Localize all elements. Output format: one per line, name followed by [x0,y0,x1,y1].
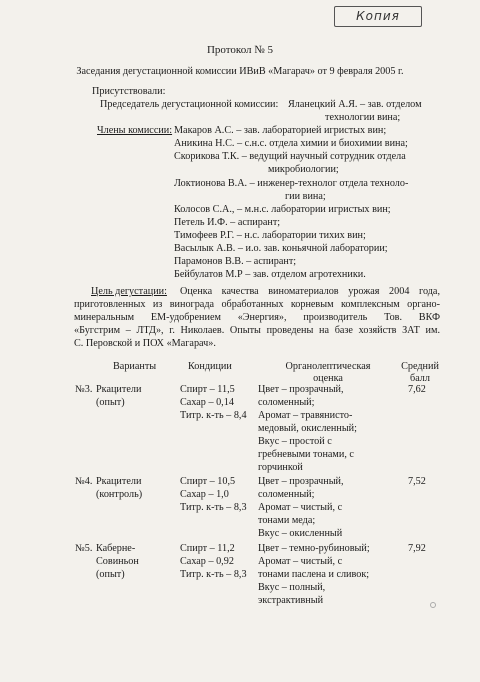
row-condition: Титр. к-ть – 8,4 [180,410,247,421]
row-evaluation: Вкус – простой с [258,436,332,447]
row-number: №5. [75,543,93,554]
row-evaluation: Цвет – прозрачный, [258,384,344,395]
header-score-2: балл [410,373,430,384]
row-number: №4. [75,476,93,487]
row-variant: Ркацители [96,384,142,395]
member-item: Бейбулатов М.Р – зав. отделом агротехники. [174,269,366,280]
goal-text: «Бугстрим – ЛТД», г. Николаев. Опыты проведены на базе хозяйств ЗАТ им. [74,325,440,336]
punch-hole-mark [430,602,436,608]
row-score: 7,92 [408,543,426,554]
row-score: 7,52 [408,476,426,487]
row-condition: Титр. к-ть – 8,3 [180,569,247,580]
member-item: Парамонов В.В. – аспирант; [174,256,297,267]
member-item: Колосов С.А., – м.н.с. лаборатории игристых вин; [174,204,391,215]
copy-stamp: Копия [334,6,422,27]
row-evaluation: Цвет – прозрачный, [258,476,344,487]
row-variant: Ркацители [96,476,142,487]
chair-label: Председатель дегустационной комиссии: [100,99,279,110]
member-item: Тимофеев Р.Г. – н.с. лаборатории тихих вин; [174,230,366,241]
row-evaluation: медовый, окисленный; [258,423,357,434]
row-evaluation: Вкус – окисленный [258,528,343,539]
goal-text: С. Перовской и ПОХ «Магарач». [74,338,216,349]
row-evaluation: гребневыми тонами, с [258,449,354,460]
goal-text: приготовленных из винограда обработанных корневым комплексным органо- [74,299,440,310]
row-evaluation: Вкус – полный, [258,582,326,593]
chair-name: Яланецкий А.Я. – зав. отделом [288,99,422,110]
header-conditions: Кондиции [188,361,232,372]
row-variant: Совиньон [96,556,139,567]
row-variant: (контроль) [96,489,143,500]
header-score: Средний [401,361,439,372]
row-variant: (опыт) [96,569,125,580]
member-item: Скорикова Т.К. – ведущий научный сотрудник отдела [174,151,406,162]
row-condition: Спирт – 10,5 [180,476,236,487]
goal-text: минеральным ЕМ-удобрением «Энергия», производитель Тов. ВКФ [74,312,440,323]
row-condition: Спирт – 11,2 [180,543,235,554]
present-label: Присутствовали: [92,86,166,97]
document-title: Протокол № 5 [206,44,274,56]
row-condition: Сахар – 1,0 [180,489,229,500]
row-evaluation: Аромат – чистый, с [258,502,343,513]
row-evaluation: экстрактивный [258,595,324,606]
row-condition: Спирт – 11,5 [180,384,235,395]
member-item: гии вина; [285,191,326,202]
chair-position: технологии вина; [325,112,401,123]
row-evaluation: Аромат – чистый, с [258,556,343,567]
header-variants: Варианты [113,361,157,372]
header-organoleptic: Органолептическая [285,361,371,372]
goal-text: Оценка качества виноматериалов урожая 2004 года, [180,286,440,297]
member-item: Васылык А.В. – и.о. зав. коньячной лаборатории; [174,243,388,254]
row-evaluation: соломенный; [258,397,315,408]
row-score: 7,62 [408,384,426,395]
row-number: №3. [75,384,93,395]
member-item: Локтионова В.А. – инженер-технолог отдела техноло- [174,178,409,189]
row-variant: Каберне- [96,543,136,554]
row-evaluation: тонами меда; [258,515,316,526]
row-evaluation: Аромат – травянисто- [258,410,353,421]
row-evaluation: соломенный; [258,489,315,500]
member-item: Аникина Н.С. – с.н.с. отдела химии и биохимии вина; [174,138,408,149]
member-item: Макаров А.С. – зав. лабораторией игристых вин; [174,125,387,136]
member-item: микробиологии; [268,164,339,175]
document-subtitle: Заседания дегустационной комиссии ИВиВ «Магарач» от 9 февраля 2005 г. [76,66,404,77]
row-evaluation: Цвет – темно-рубиновый; [258,543,370,554]
goal-label: Цель дегустации: [91,286,167,297]
row-condition: Сахар – 0,14 [180,397,234,408]
members-label: Члены комиссии: [97,125,173,136]
row-evaluation: горчинкой [258,462,303,473]
row-condition: Титр. к-ть – 8,3 [180,502,247,513]
header-organoleptic-2: оценка [313,373,343,384]
row-variant: (опыт) [96,397,125,408]
member-item: Петель И.Ф. – аспирант; [174,217,281,228]
row-evaluation: тонами паслена и сливок; [258,569,370,580]
row-condition: Сахар – 0,92 [180,556,234,567]
